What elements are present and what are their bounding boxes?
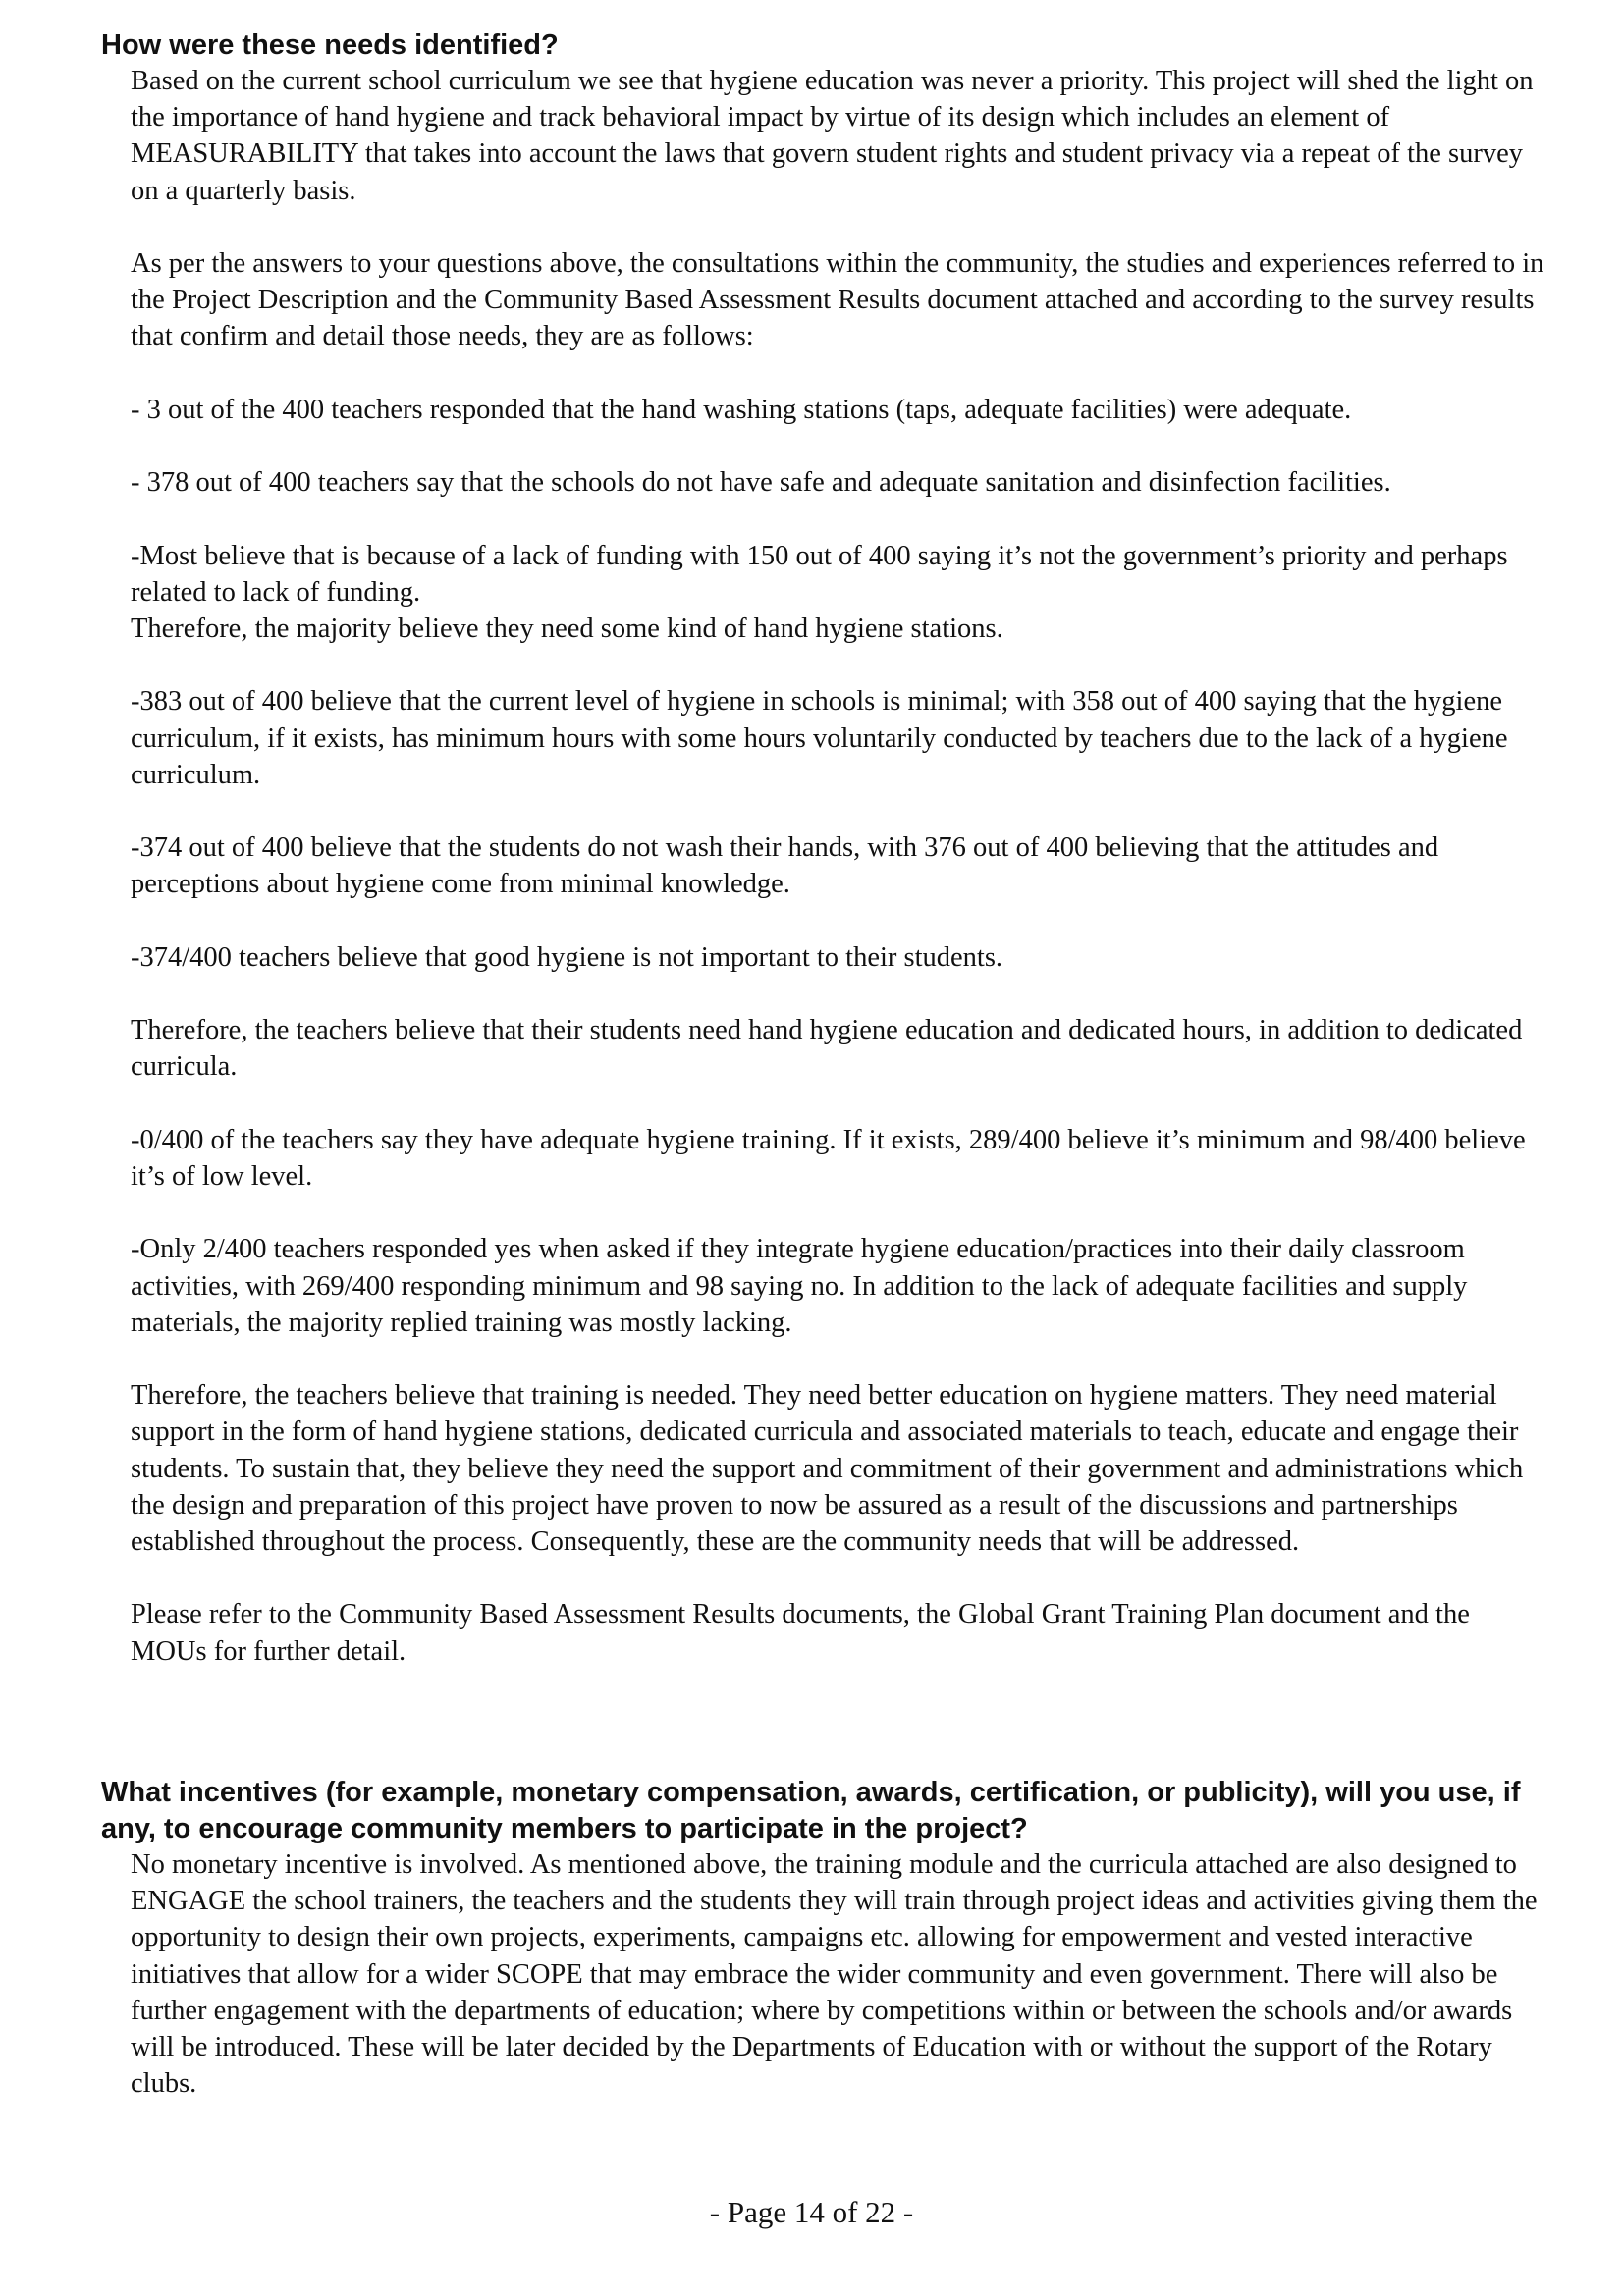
list-item: -Most believe that is because of a lack of funding with 150 out of 400 saying it’s not the government’s priority and perhaps related to lack of funding.: [131, 540, 1508, 608]
paragraph: No monetary incentive is involved. As mentioned above, the training module and the curricula attached are also designed to ENGAGE the school trainers, the teachers and the students they will train through project ideas and activities giving them the opportunity to design their own projects, experiments, campaigns etc. allowing for empowerment and vested interactive initiatives that allow for a wider SCOPE that may embrace the wider community and even government. There will also be further engagement with the departments of education; where by competitions within or between the schools and/or awards will be introduced. These will be later decided by the Departments of Education with or without the support of the Rotary clubs.: [131, 1849, 1538, 2100]
paragraph: Therefore, the teachers believe that training is needed. They need better education on hygiene matters. They need material support in the form of hand hygiene stations, dedicated curricula and associated materials to teach, educate and engage their students. To sustain that, they believe they need the support and commitment of their government and administrations which the design and preparation of this project have proven to now be assured as a result of the discussions and partnerships established throughout the process. Consequently, these are the community needs that will be addressed.: [131, 1380, 1524, 1557]
section-body-incentives: [131, 1846, 1544, 2102]
list-item: -374/400 teachers believe that good hygiene is not important to their students.: [131, 941, 1003, 973]
list-item: -383 out of 400 believe that the current level of hygiene in schools is minimal; with 358 out of 400 saying that the hygiene curriculum, if it exists, has minimum hours with some hours voluntarily conducted by teachers due to the lack of a hygiene curriculum.: [131, 686, 1508, 790]
list-item: - 3 out of the 400 teachers responded that the hand washing stations (taps, adequate facilities) were adequate.: [131, 394, 1352, 425]
list-item: -374 out of 400 believe that the students do not wash their hands, with 376 out of 400 believing that the attitudes and perceptions about hygiene come from minimal knowledge.: [131, 832, 1439, 900]
paragraph: Please refer to the Community Based Assessment Results documents, the Global Grant Training Plan document and the MOUs for further detail.: [131, 1599, 1470, 1667]
paragraph: As per the answers to your questions above, the consultations within the community, the studies and experiences referred to in the Project Description and the Community Based Assessment Results document attached and according to the survey results that confirm and detail those needs, they are as follows:: [131, 248, 1544, 352]
list-item: -Only 2/400 teachers responded yes when asked if they integrate hygiene education/practices into their daily classroom activities, with 269/400 responding minimum and 98 saying no. In addition to the lack of adequate facilities and supply materials, the majority replied training was mostly lacking.: [131, 1234, 1468, 1338]
list-item: -0/400 of the teachers say they have adequate hygiene training. If it exists, 289/400 believe it’s minimum and 98/400 believe it’s of low level.: [131, 1124, 1526, 1192]
paragraph: Therefore, the majority believe they need some kind of hand hygiene stations.: [131, 613, 1003, 644]
page-number: - Page 14 of 22 -: [709, 2195, 914, 2229]
paragraph: Based on the current school curriculum we see that hygiene education was never a priority. This project will shed the light on the importance of hand hygiene and track behavioral impact by virtue of its design which includes an element of MEASURABILITY that takes into account the laws that govern student rights and student privacy via a repeat of the survey on a quarterly basis.: [131, 66, 1534, 206]
section-heading-needs: How were these needs identified?: [101, 29, 559, 61]
list-item: - 378 out of 400 teachers say that the schools do not have safe and adequate sanitation and disinfection facilities.: [131, 467, 1391, 499]
section-body-needs: [131, 63, 1544, 1670]
paragraph: Therefore, the teachers believe that their students need hand hygiene education and dedicated hours, in addition to dedicated curricula.: [131, 1015, 1523, 1083]
section-heading-incentives: What incentives (for example, monetary compensation, awards, certification, or publicity), will you use, if any, to encourage community members to participate in the project?: [101, 1777, 1521, 1844]
